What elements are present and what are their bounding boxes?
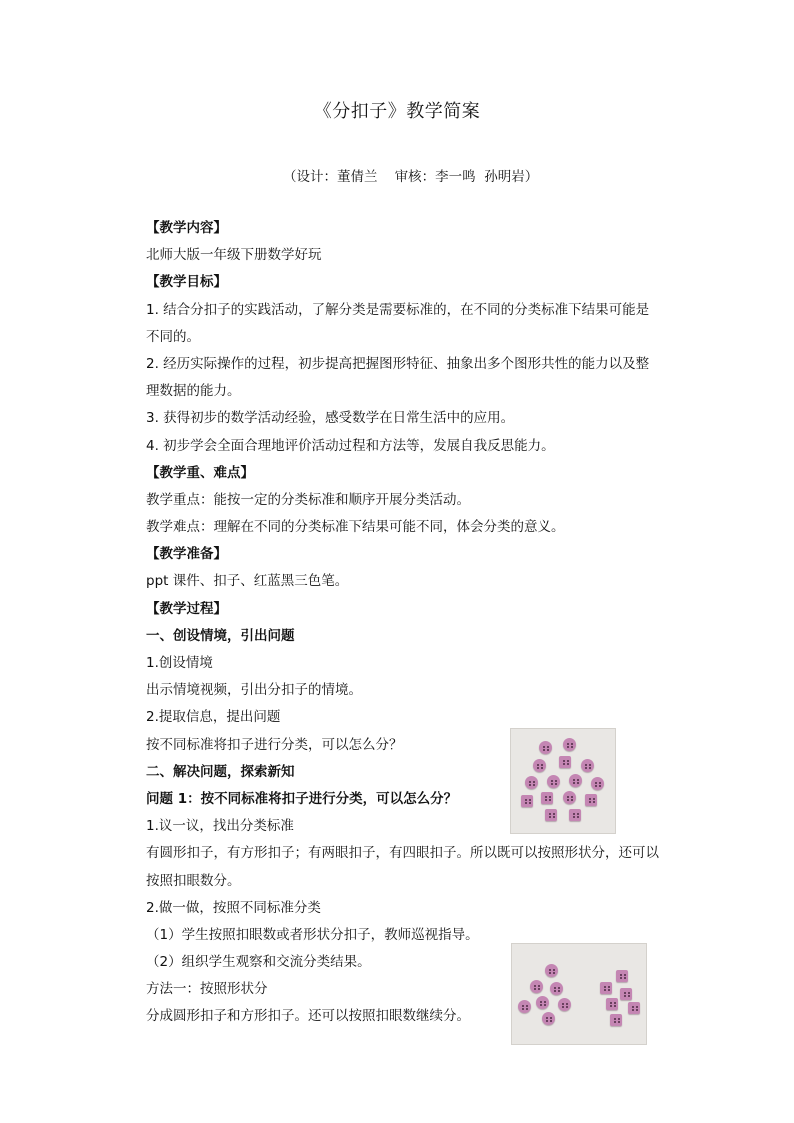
body-line: 按照扣眼数分。 [146, 872, 241, 889]
body-line: 教学难点：理解在不同的分类标准下结果可能不同，体会分类的意义。 [146, 519, 565, 536]
button-image [530, 980, 543, 993]
button-image [536, 996, 549, 1009]
button-image [550, 982, 563, 995]
body-line: （1）学生按照扣眼数或者形状分扣子，教师巡视指导。 [146, 926, 479, 943]
body-line: 【教学目标】 [146, 274, 227, 291]
button-image [542, 1012, 555, 1025]
button-image [581, 759, 594, 772]
button-image [628, 1002, 640, 1014]
body-line: （2）组织学生观察和交流分类结果。 [146, 954, 371, 971]
body-line: 1. 结合分扣子的实践活动，了解分类是需要标准的，在不同的分类标准下结果可能是 [146, 301, 650, 318]
button-image [521, 795, 533, 807]
button-image [600, 982, 612, 994]
buttons-photo-mixed [510, 728, 616, 834]
body-line: 2. 经历实际操作的过程，初步提高把握图形特征、抽象出多个图形共性的能力以及整 [146, 355, 650, 372]
button-image [559, 756, 571, 768]
body-line: 方法一：按照形状分 [146, 981, 268, 998]
body-line: 不同的。 [146, 328, 200, 345]
button-image [518, 1000, 531, 1013]
document-credit: （设计：董倩兰 审核：李一鸣 孙明岩） [283, 169, 539, 185]
button-image [610, 1014, 622, 1026]
button-image [563, 791, 576, 804]
body-line: 北师大版一年级下册数学好玩 [146, 247, 322, 264]
button-image [545, 809, 557, 821]
button-image [569, 774, 582, 787]
body-line: ppt 课件、扣子、红蓝黑三色笔。 [146, 573, 349, 590]
buttons-photo-sorted [511, 943, 647, 1045]
button-image [533, 759, 546, 772]
body-line: 教学重点：能按一定的分类标准和顺序开展分类活动。 [146, 491, 470, 508]
button-image [620, 988, 632, 1000]
body-line: 1.议一议，找出分类标准 [146, 818, 294, 835]
button-image [606, 998, 618, 1010]
button-image [541, 792, 553, 804]
body-line: 【教学内容】 [146, 220, 227, 236]
body-line: 【教学重、难点】 [146, 464, 254, 481]
body-line: 理数据的能力。 [146, 383, 241, 400]
button-image [591, 777, 604, 790]
body-line: 【教学过程】 [146, 600, 227, 617]
body-line: 【教学准备】 [146, 546, 227, 563]
body-line: 2.提取信息，提出问题 [146, 709, 281, 726]
button-image [563, 738, 576, 751]
body-line: 有圆形扣子，有方形扣子；有两眼扣子，有四眼扣子。所以既可以按照形状分，还可以 [146, 845, 659, 862]
body-line: 4. 初步学会全面合理地评价活动过程和方法等，发展自我反思能力。 [146, 437, 555, 454]
body-line: 二、解决问题，探索新知 [146, 763, 295, 780]
body-line: 3. 获得初步的数学活动经验，感受数学在日常生活中的应用。 [146, 410, 515, 427]
document-title: 《分扣子》教学简案 [313, 101, 481, 122]
body-line: 分成圆形扣子和方形扣子。还可以按照扣眼数继续分。 [146, 1008, 470, 1025]
button-image [585, 794, 597, 806]
body-line: 按不同标准将扣子进行分类，可以怎么分？ [146, 736, 403, 753]
button-image [525, 776, 538, 789]
button-image [616, 970, 628, 982]
body-line: 问题 1：按不同标准将扣子进行分类，可以怎么分？ [146, 790, 458, 807]
button-image [545, 964, 558, 977]
body-line: 出示情境视频，引出分扣子的情境。 [146, 682, 362, 699]
button-image [539, 741, 552, 754]
button-image [569, 809, 581, 821]
body-line: 2.做一做，按照不同标准分类 [146, 899, 321, 916]
body-line: 1.创设情境 [146, 655, 213, 671]
body-line: 一、创设情境，引出问题 [146, 627, 295, 644]
button-image [547, 775, 560, 788]
button-image [558, 998, 571, 1011]
document-body [146, 215, 686, 1031]
